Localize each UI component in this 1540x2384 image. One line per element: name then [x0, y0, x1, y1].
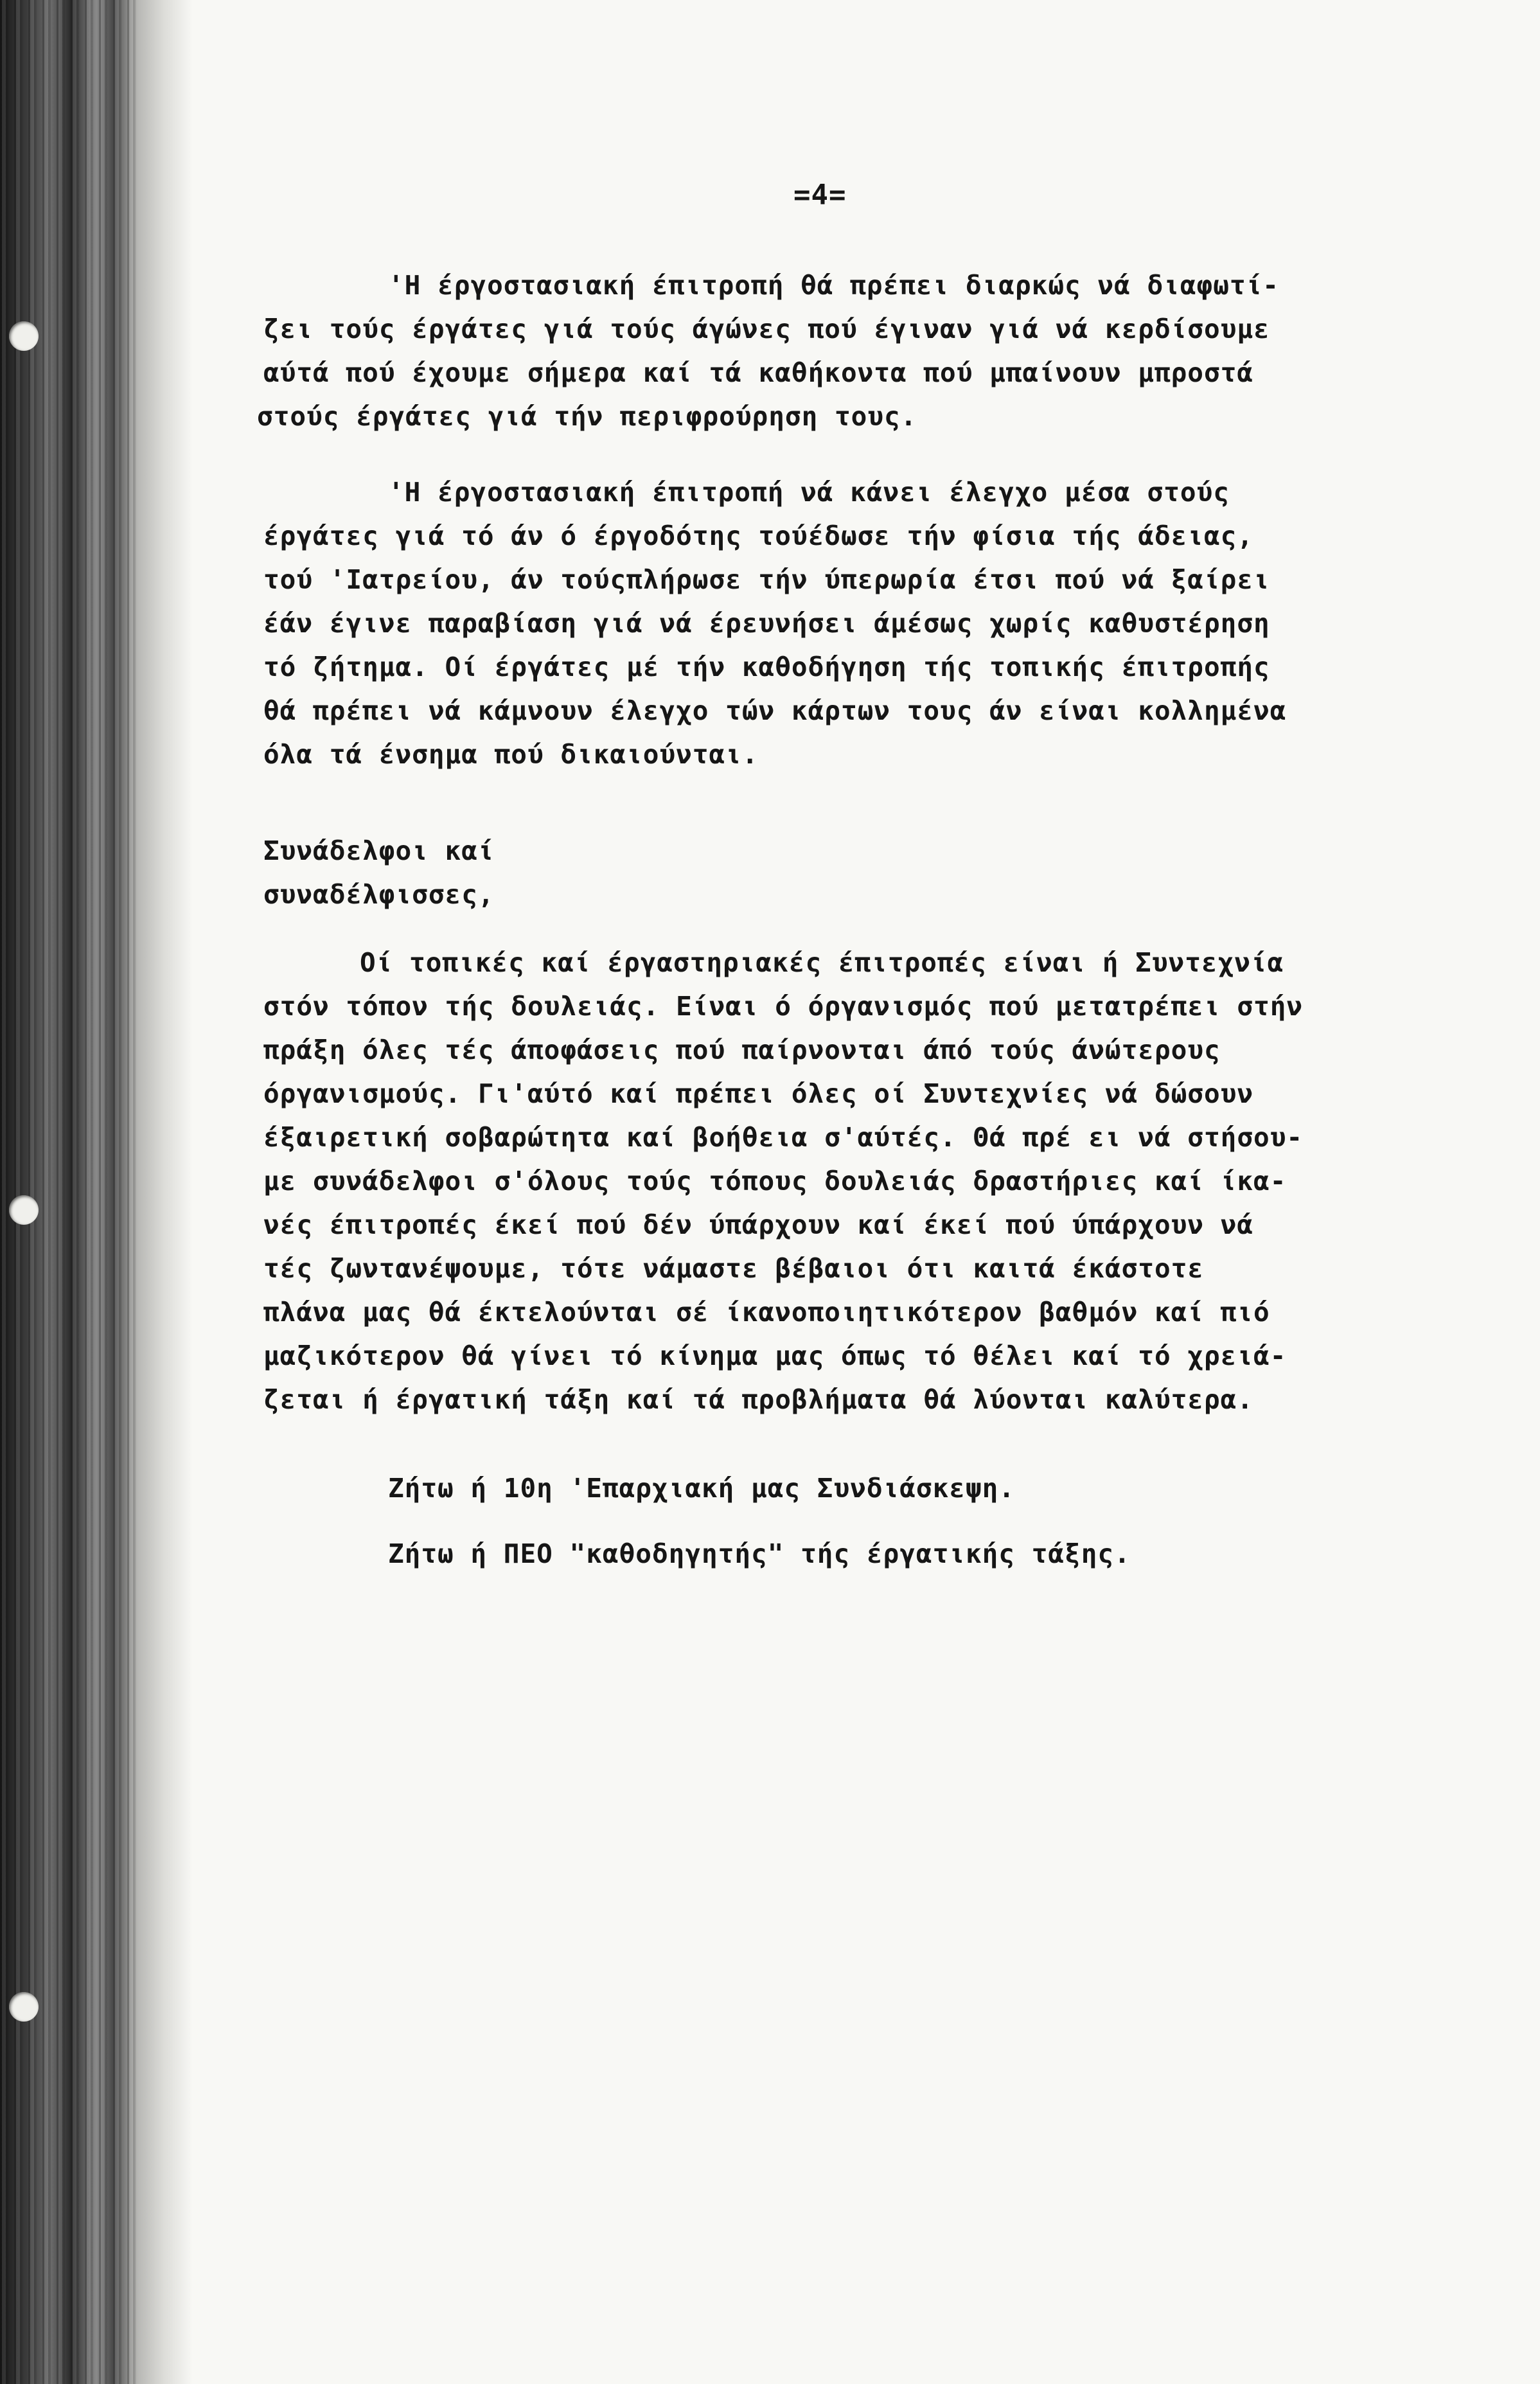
text-line: τού 'Ιατρείου, άν τούςπλήρωσε τήν ύπερωρία έτσι πού νά ξαίρει: [263, 564, 1270, 595]
text-line: αύτά πού έχουμε σήμερα καί τά καθήκοντα πού μπαίνουν μπροστά: [263, 357, 1254, 388]
text-line: 'Η έργοστασιακή έπιτροπή νά κάνει έλεγχο μέσα στούς: [388, 477, 1230, 508]
text-line: ζει τούς έργάτες γιά τούς άγώνες πού έγιναν γιά νά κερδίσουμε: [263, 314, 1270, 344]
text-line: έάν έγινε παραβίαση γιά νά έρευνήσει άμέσως χωρίς καθυστέρηση: [263, 608, 1270, 639]
text-line: στόν τόπον τής δουλειάς. Είναι ό όργανισμός πού μετατρέπει στήν: [263, 991, 1304, 1022]
text-line: θά πρέπει νά κάμνουν έλεγχο τών κάρτων τους άν είναι κολλημένα: [263, 695, 1287, 726]
salutation-line: Συνάδελφοι καί: [263, 835, 495, 866]
salutation-line: συναδέλφισσες,: [263, 879, 495, 910]
text-line: Οί τοπικές καί έργαστηριακές έπιτροπές είναι ή Συντεχνία: [360, 947, 1284, 978]
text-line: νές έπιτροπές έκεί πού δέν ύπάρχουν καί έκεί πού ύπάρχουν νά: [263, 1209, 1254, 1240]
text-line: πλάνα μας θά έκτελούνται σέ ίκανοποιητικότερον βαθμόν καί πιό: [263, 1297, 1270, 1328]
text-line: 'Η έργοστασιακή έπιτροπή θά πρέπει διαρκώς νά διαφωτί-: [388, 270, 1279, 301]
text-line: τό ζήτημα. Οί έργάτες μέ τήν καθοδήγηση τής τοπικής έπιτροπής: [263, 652, 1270, 682]
text-line: έργάτες γιά τό άν ό έργοδότης τούέδωσε τήν φίσια τής άδειας,: [263, 520, 1254, 551]
text-line: τές ζωντανέψουμε, τότε νάμαστε βέβαιοι ότι καιτά έκάστοτε: [263, 1253, 1204, 1284]
text-line: στούς έργάτες γιά τήν περιφρούρηση τους.: [257, 401, 917, 432]
closing-slogan: Ζήτω ή ΠΕΟ "καθοδηγητής" τής έργατικής τάξης.: [388, 1538, 1131, 1569]
page-number: =4=: [793, 179, 847, 211]
text-line: όλα τά ένσημα πού δικαιούνται.: [263, 739, 759, 770]
text-line: πράξη όλες τές άποφάσεις πού παίρνονται άπό τούς άνώτερους: [263, 1035, 1221, 1065]
text-line: έξαιρετική σοβαρώτητα καί βοήθεια σ'αύτές. Θά πρέ ει νά στήσου-: [263, 1122, 1304, 1153]
text-line: όργανισμούς. Γι'αύτό καί πρέπει όλες οί Συντεχνίες νά δώσουν: [263, 1078, 1254, 1109]
closing-slogan: Ζήτω ή 10η 'Επαρχιακή μας Συνδιάσκεψη.: [388, 1473, 1015, 1504]
text-line: ζεται ή έργατική τάξη καί τά προβλήματα θά λύονται καλύτερα.: [263, 1384, 1254, 1415]
text-line: με συνάδελφοι σ'όλους τούς τόπους δουλειάς δραστήριες καί ίκα-: [263, 1166, 1287, 1196]
text-line: μαζικότερον θά γίνει τό κίνημα μας όπως τό θέλει καί τό χρειά-: [263, 1340, 1287, 1371]
